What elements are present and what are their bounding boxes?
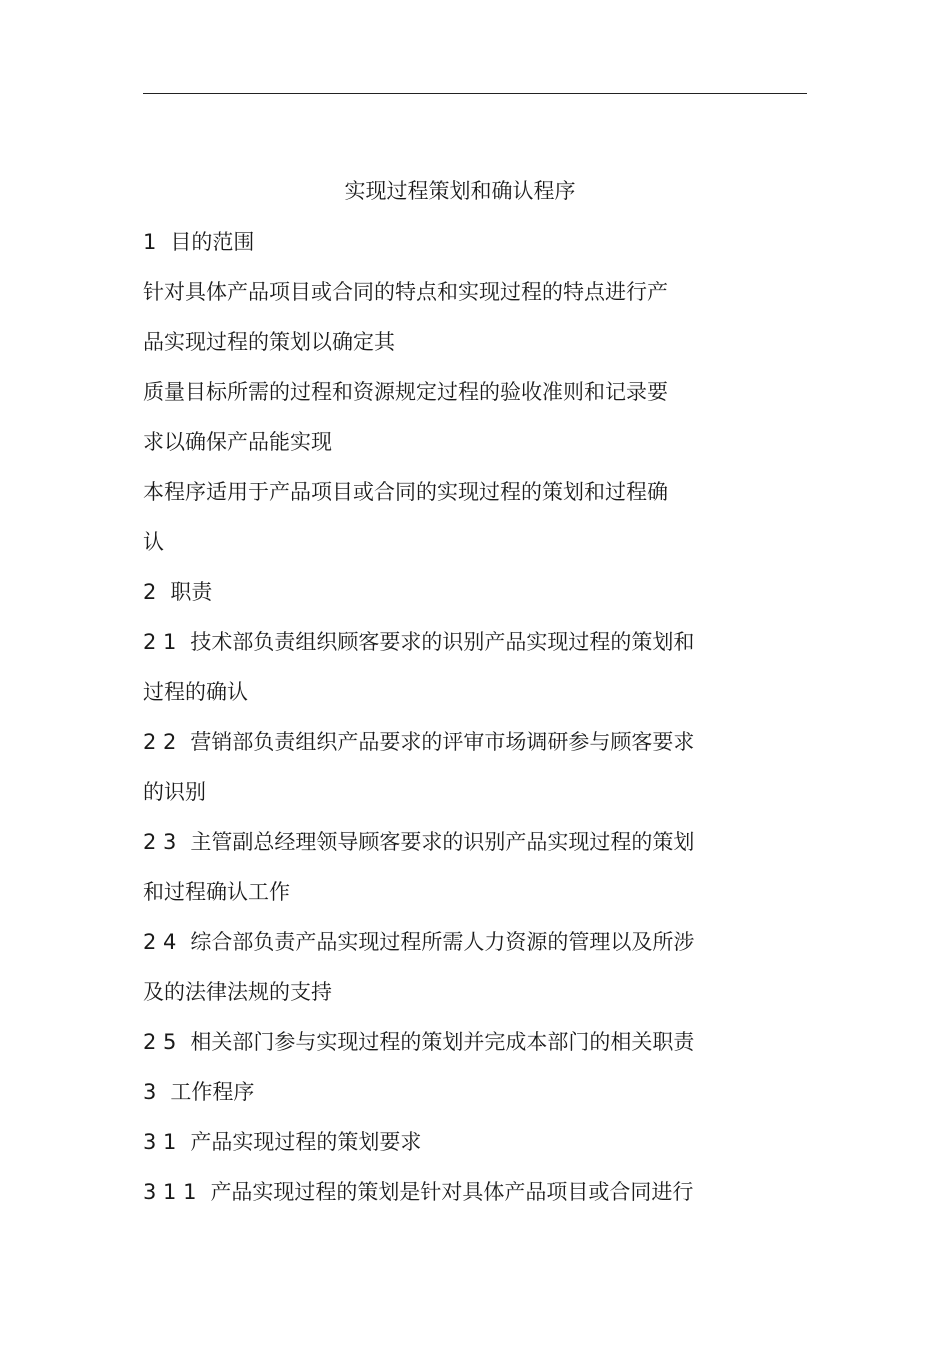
line-text: 营销部负责组织产品要求的评审市场调研参与顾客要求: [190, 730, 695, 754]
clause-2-3: [143, 827, 694, 857]
line-text: 和过程确认工作: [143, 880, 290, 904]
heading-1: [143, 227, 254, 257]
line-text: 综合部负责产品实现过程所需人力资源的管理以及所涉: [190, 930, 695, 954]
line-text: 品实现过程的策划以确定其: [143, 330, 395, 354]
section-number: 1: [143, 230, 157, 254]
line-text: 产品实现过程的策划是针对具体产品项目或合同进行: [210, 1180, 694, 1204]
section-number: 2 1: [143, 630, 177, 654]
body-line: [143, 977, 332, 1007]
line-text: 质量目标所需的过程和资源规定过程的验收准则和记录要: [143, 380, 668, 404]
section-number: 2 3: [143, 830, 177, 854]
line-text: 针对具体产品项目或合同的特点和实现过程的特点进行产: [143, 280, 668, 304]
line-text: 及的法律法规的支持: [143, 980, 332, 1004]
section-number: 2 2: [143, 730, 177, 754]
body-line: [143, 377, 668, 407]
body-line: [143, 677, 248, 707]
section-number: 3 1: [143, 1130, 177, 1154]
clause-2-4: [143, 927, 694, 957]
section-number: 2 5: [143, 1030, 177, 1054]
clause-3-1-1: [143, 1177, 693, 1207]
line-text: 求以确保产品能实现: [143, 430, 332, 454]
body-line: [143, 327, 395, 357]
clause-2-1: [143, 627, 694, 657]
section-number: 2 4: [143, 930, 177, 954]
header-rule: [143, 93, 807, 94]
line-text: 的识别: [143, 780, 206, 804]
line-text: 本程序适用于产品项目或合同的实现过程的策划和过程确: [143, 480, 668, 504]
line-text: 目的范围: [170, 230, 255, 254]
body-line: [143, 477, 668, 507]
body-line: [143, 527, 164, 557]
body-line: [143, 777, 206, 807]
line-text: 主管副总经理领导顾客要求的识别产品实现过程的策划: [190, 830, 695, 854]
heading-2: [143, 577, 212, 607]
line-text: 认: [143, 530, 164, 554]
heading-3: [143, 1077, 254, 1107]
line-text: 职责: [170, 580, 213, 604]
section-number: 3 1 1: [143, 1180, 197, 1204]
clause-3-1: [143, 1127, 421, 1157]
line-text: 过程的确认: [143, 680, 248, 704]
clause-2-5: [143, 1027, 694, 1057]
line-text: 工作程序: [170, 1080, 255, 1104]
body-line: [143, 427, 332, 457]
section-number: 2: [143, 580, 157, 604]
line-text: 产品实现过程的策划要求: [190, 1130, 422, 1154]
clause-2-2: [143, 727, 694, 757]
line-text: 技术部负责组织顾客要求的识别产品实现过程的策划和: [190, 630, 695, 654]
body-line: [143, 877, 290, 907]
line-text: 相关部门参与实现过程的策划并完成本部门的相关职责: [190, 1030, 695, 1054]
section-number: 3: [143, 1080, 157, 1104]
document-title: 实现过程策划和确认程序: [344, 179, 576, 203]
body-line: [143, 277, 668, 307]
